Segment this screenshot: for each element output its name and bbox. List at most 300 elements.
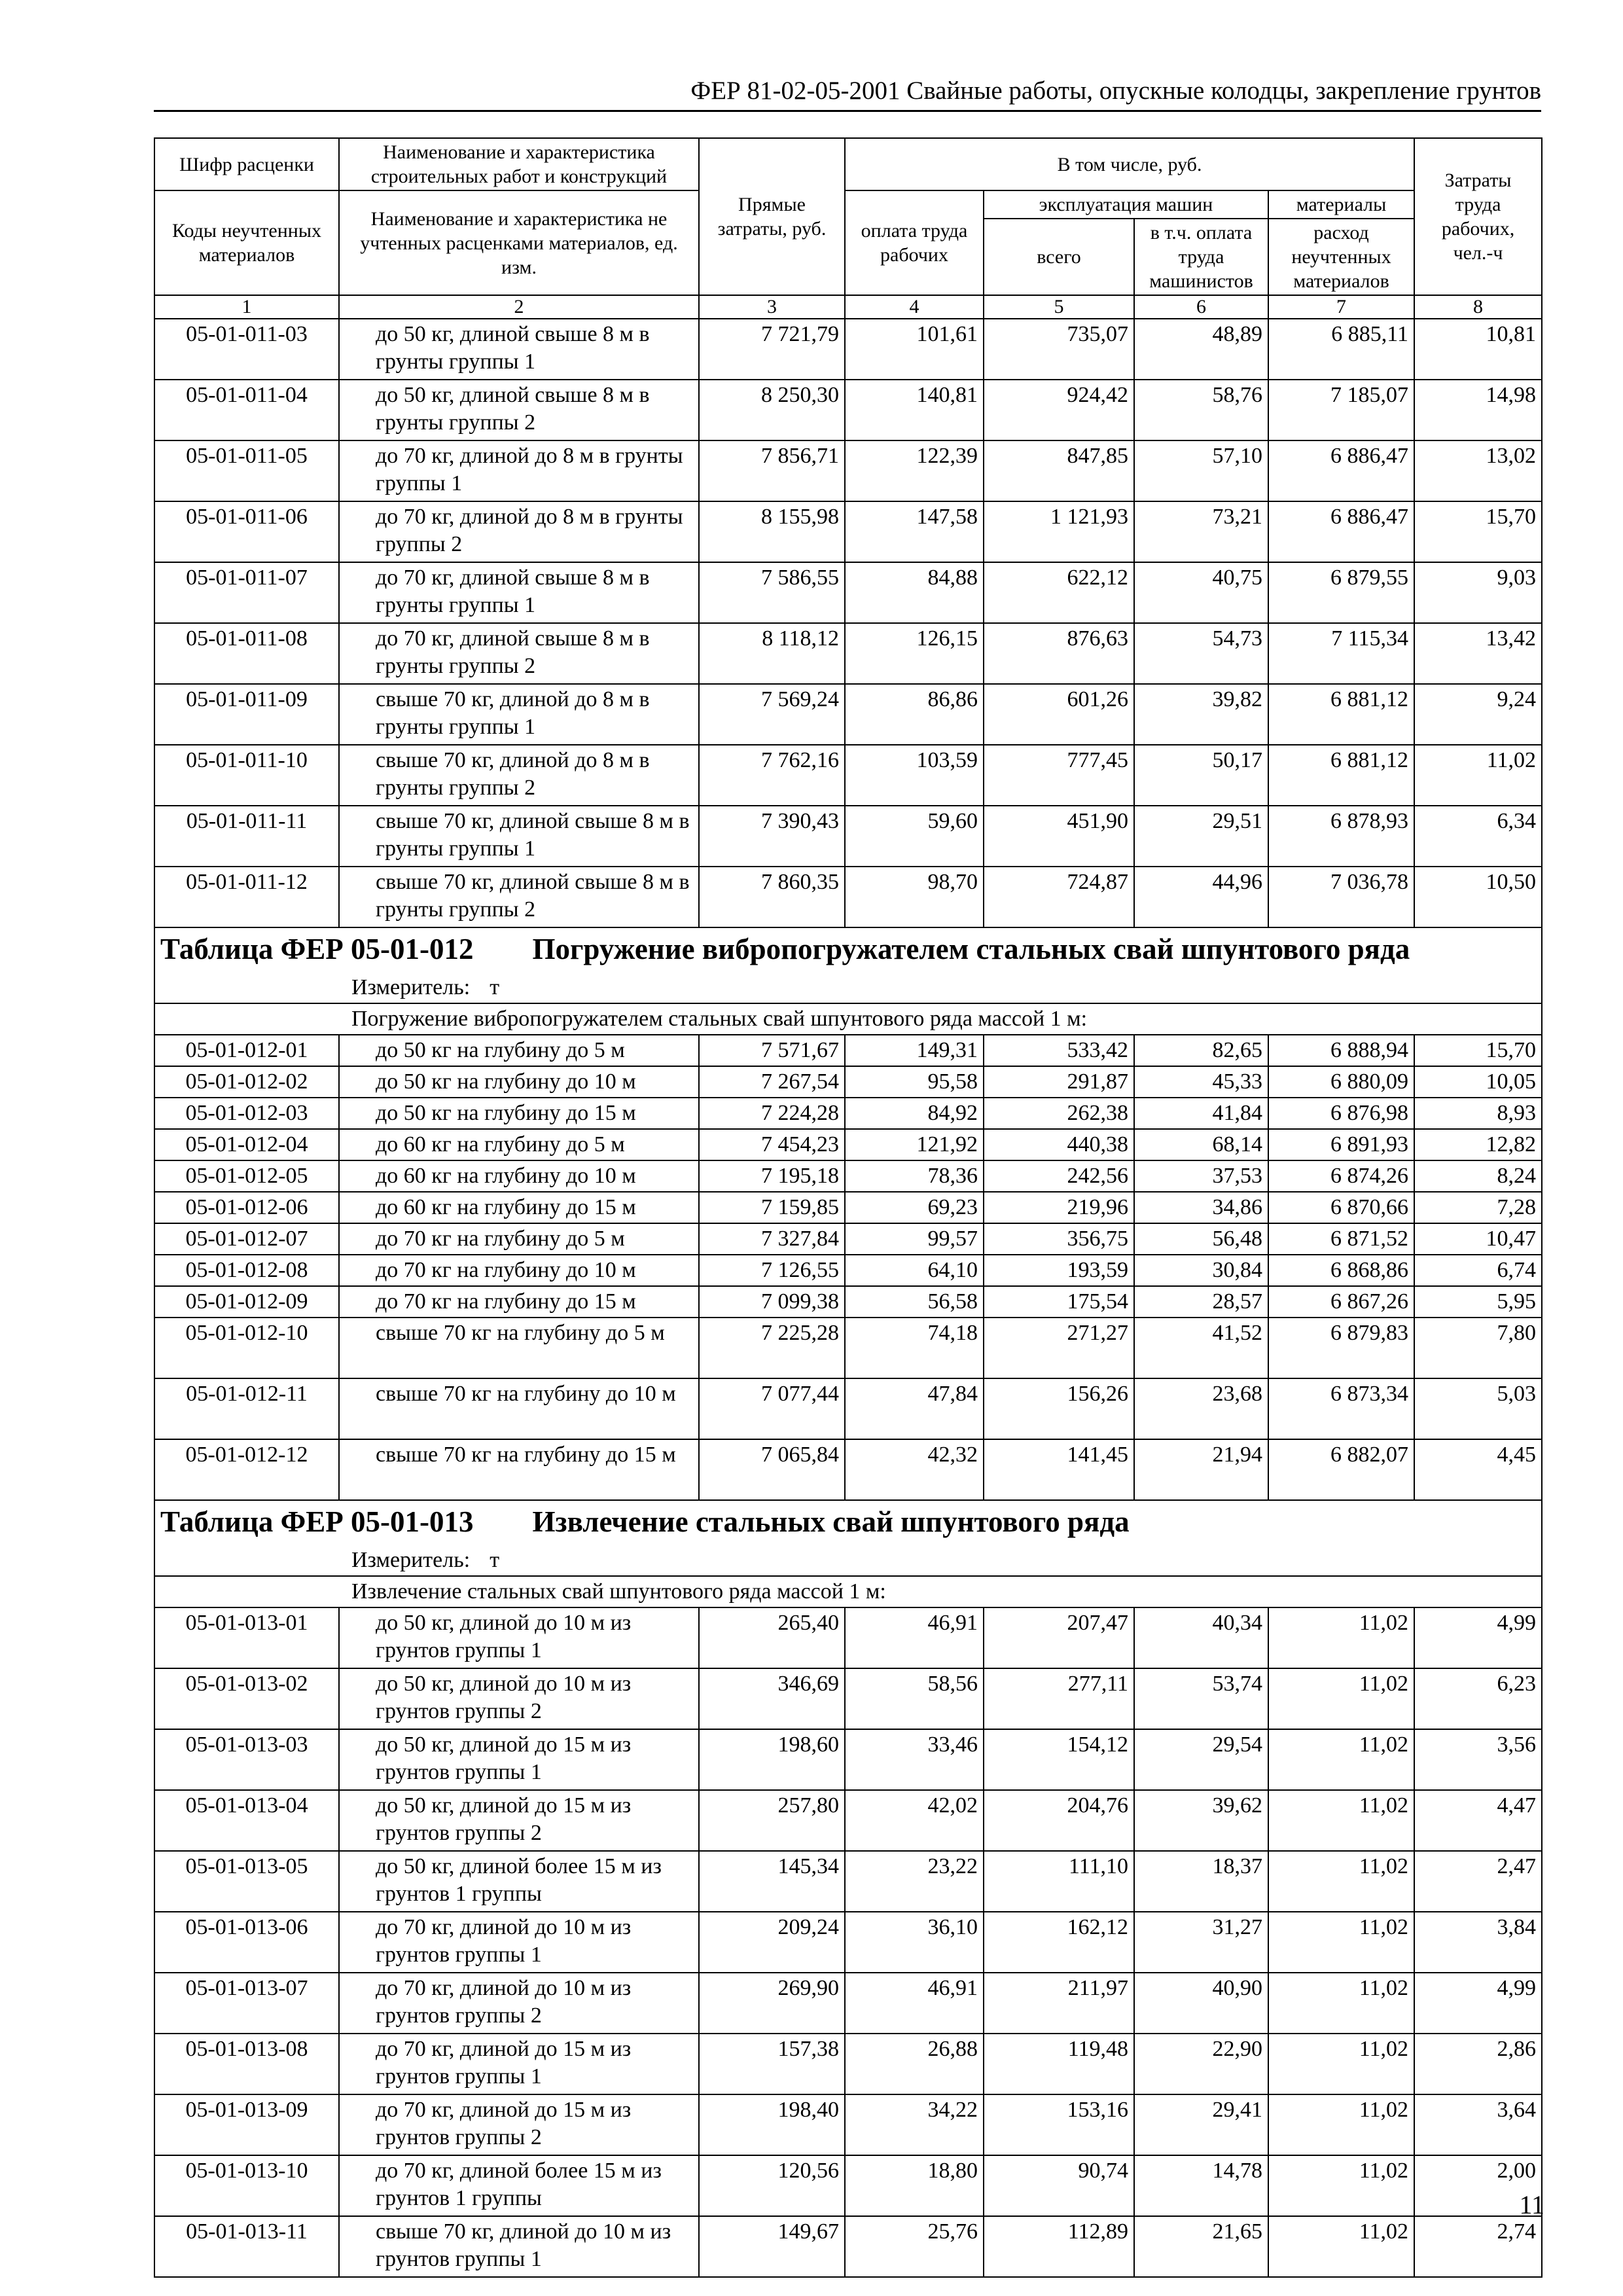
machines-cost: 156,26 <box>984 1378 1134 1439</box>
table-row <box>154 806 1542 867</box>
wages-cost: 69,23 <box>845 1192 984 1223</box>
labor-hours: 13,42 <box>1414 623 1542 684</box>
rate-code: 05-01-013-04 <box>154 1790 339 1851</box>
work-name: до 70 кг, длиной свыше 8 м в грунты группы 2 <box>339 623 699 684</box>
machinists-cost: 31,27 <box>1134 1912 1268 1973</box>
wages-cost: 149,31 <box>845 1035 984 1066</box>
machines-cost: 735,07 <box>984 319 1134 380</box>
wages-cost: 95,58 <box>845 1066 984 1098</box>
machinists-cost: 58,76 <box>1134 380 1268 440</box>
materials-cost: 6 886,47 <box>1268 440 1414 501</box>
machines-cost: 291,87 <box>984 1066 1134 1098</box>
materials-cost: 11,02 <box>1268 1729 1414 1790</box>
wages-cost: 18,80 <box>845 2155 984 2216</box>
materials-cost: 11,02 <box>1268 1912 1414 1973</box>
machinists-cost: 40,34 <box>1134 1607 1268 1668</box>
machinists-cost: 41,52 <box>1134 1318 1268 1378</box>
table-row <box>154 1912 1542 1973</box>
labor-hours: 10,05 <box>1414 1066 1542 1098</box>
materials-cost: 6 882,07 <box>1268 1439 1414 1500</box>
rate-code: 05-01-013-07 <box>154 1973 339 2034</box>
work-name: свыше 70 кг, длиной свыше 8 м в грунты группы 2 <box>339 867 699 927</box>
wages-cost: 86,86 <box>845 684 984 745</box>
materials-cost: 6 871,52 <box>1268 1223 1414 1255</box>
table-row <box>154 1098 1542 1129</box>
table-row <box>154 1129 1542 1160</box>
direct-cost: 149,67 <box>699 2216 845 2277</box>
machinists-cost: 53,74 <box>1134 1668 1268 1729</box>
header-name-unaccounted: Наименование и характеристика не учтенных расценками материалов, ед. изм. <box>339 190 699 295</box>
running-header: ФЕР 81-02-05-2001 Свайные работы, опускные колодцы, закрепление грунтов <box>154 72 1541 112</box>
labor-hours: 5,03 <box>1414 1378 1542 1439</box>
materials-cost: 11,02 <box>1268 1790 1414 1851</box>
materials-cost: 11,02 <box>1268 2034 1414 2094</box>
direct-cost: 198,60 <box>699 1729 845 1790</box>
machines-cost: 211,97 <box>984 1973 1134 2034</box>
rate-code: 05-01-012-10 <box>154 1318 339 1378</box>
labor-hours: 2,47 <box>1414 1851 1542 1912</box>
machines-cost: 724,87 <box>984 867 1134 927</box>
direct-cost: 7 762,16 <box>699 745 845 806</box>
table-row <box>154 745 1542 806</box>
direct-cost: 265,40 <box>699 1607 845 1668</box>
table-row <box>154 1668 1542 1729</box>
work-name: свыше 70 кг на глубину до 10 м <box>339 1378 699 1439</box>
price-table <box>154 137 1543 2278</box>
col-number: 5 <box>984 295 1134 319</box>
section-number: Таблица ФЕР 05-01-013 <box>160 1505 474 1538</box>
unit-row <box>154 1545 1542 1576</box>
machines-cost: 271,27 <box>984 1318 1134 1378</box>
machinists-cost: 28,57 <box>1134 1286 1268 1318</box>
direct-cost: 7 721,79 <box>699 319 845 380</box>
table-row <box>154 562 1542 623</box>
direct-cost: 7 327,84 <box>699 1223 845 1255</box>
work-name: до 70 кг, длиной более 15 м из грунтов 1 группы <box>339 2155 699 2216</box>
machinists-cost: 29,51 <box>1134 806 1268 867</box>
machines-cost: 90,74 <box>984 2155 1134 2216</box>
wages-cost: 34,22 <box>845 2094 984 2155</box>
machines-cost: 451,90 <box>984 806 1134 867</box>
materials-cost: 11,02 <box>1268 2094 1414 2155</box>
machinists-cost: 40,75 <box>1134 562 1268 623</box>
direct-cost: 346,69 <box>699 1668 845 1729</box>
rate-code: 05-01-013-11 <box>154 2216 339 2277</box>
labor-hours: 9,03 <box>1414 562 1542 623</box>
labor-hours: 10,81 <box>1414 319 1542 380</box>
rate-code: 05-01-012-03 <box>154 1098 339 1129</box>
machinists-cost: 21,94 <box>1134 1439 1268 1500</box>
work-name: до 50 кг, длиной до 10 м из грунтов группы 1 <box>339 1607 699 1668</box>
wages-cost: 122,39 <box>845 440 984 501</box>
section-title-row <box>154 927 1542 973</box>
rate-code: 05-01-011-03 <box>154 319 339 380</box>
wages-cost: 42,32 <box>845 1439 984 1500</box>
rate-code: 05-01-012-11 <box>154 1378 339 1439</box>
machines-cost: 141,45 <box>984 1439 1134 1500</box>
materials-cost: 6 867,26 <box>1268 1286 1414 1318</box>
section-name: Погружение вибропогружателем стальных свай шпунтового ряда <box>532 933 1410 965</box>
machinists-cost: 57,10 <box>1134 440 1268 501</box>
machinists-cost: 39,82 <box>1134 684 1268 745</box>
unit-value: т <box>490 1548 500 1572</box>
table-row <box>154 1255 1542 1286</box>
rate-code: 05-01-013-08 <box>154 2034 339 2094</box>
materials-cost: 7 185,07 <box>1268 380 1414 440</box>
machines-cost: 356,75 <box>984 1223 1134 1255</box>
header-machines: эксплуатация машин <box>984 190 1268 219</box>
direct-cost: 7 126,55 <box>699 1255 845 1286</box>
labor-hours: 2,00 <box>1414 2155 1542 2216</box>
materials-cost: 6 870,66 <box>1268 1192 1414 1223</box>
column-numbers-row <box>154 295 1542 319</box>
work-name: до 70 кг, длиной до 15 м из грунтов группы 1 <box>339 2034 699 2094</box>
section-name: Извлечение стальных свай шпунтового ряда <box>532 1505 1130 1538</box>
table-row <box>154 1729 1542 1790</box>
work-name: до 70 кг, длиной до 8 м в грунты группы 1 <box>339 440 699 501</box>
wages-cost: 46,91 <box>845 1973 984 2034</box>
materials-cost: 6 878,93 <box>1268 806 1414 867</box>
labor-hours: 15,70 <box>1414 501 1542 562</box>
machinists-cost: 14,78 <box>1134 2155 1268 2216</box>
labor-hours: 6,34 <box>1414 806 1542 867</box>
direct-cost: 209,24 <box>699 1912 845 1973</box>
machines-cost: 622,12 <box>984 562 1134 623</box>
work-name: свыше 70 кг, длиной свыше 8 м в грунты группы 1 <box>339 806 699 867</box>
wages-cost: 74,18 <box>845 1318 984 1378</box>
header-machines-total: всего <box>984 219 1134 295</box>
direct-cost: 7 077,44 <box>699 1378 845 1439</box>
unit-label: Измеритель: <box>351 975 471 999</box>
rate-code: 05-01-011-09 <box>154 684 339 745</box>
labor-hours: 3,56 <box>1414 1729 1542 1790</box>
table-row <box>154 1439 1542 1500</box>
work-name: свыше 70 кг, длиной до 8 м в грунты группы 1 <box>339 684 699 745</box>
table-row <box>154 440 1542 501</box>
rate-code: 05-01-013-10 <box>154 2155 339 2216</box>
wages-cost: 25,76 <box>845 2216 984 2277</box>
machines-cost: 112,89 <box>984 2216 1134 2277</box>
materials-cost: 6 885,11 <box>1268 319 1414 380</box>
direct-cost: 7 586,55 <box>699 562 845 623</box>
rate-code: 05-01-011-05 <box>154 440 339 501</box>
wages-cost: 46,91 <box>845 1607 984 1668</box>
machines-cost: 219,96 <box>984 1192 1134 1223</box>
machines-cost: 175,54 <box>984 1286 1134 1318</box>
direct-cost: 7 856,71 <box>699 440 845 501</box>
machinists-cost: 21,65 <box>1134 2216 1268 2277</box>
direct-cost: 7 224,28 <box>699 1098 845 1129</box>
machines-cost: 162,12 <box>984 1912 1134 1973</box>
work-name: свыше 70 кг, длиной до 8 м в грунты группы 2 <box>339 745 699 806</box>
machinists-cost: 44,96 <box>1134 867 1268 927</box>
direct-cost: 157,38 <box>699 2034 845 2094</box>
machines-cost: 277,11 <box>984 1668 1134 1729</box>
direct-cost: 7 454,23 <box>699 1129 845 1160</box>
materials-cost: 6 873,34 <box>1268 1378 1414 1439</box>
rate-code: 05-01-013-05 <box>154 1851 339 1912</box>
work-name: до 50 кг, длиной до 10 м из грунтов группы 2 <box>339 1668 699 1729</box>
work-name: свыше 70 кг на глубину до 15 м <box>339 1439 699 1500</box>
rate-code: 05-01-012-01 <box>154 1035 339 1066</box>
table-row <box>154 2216 1542 2277</box>
materials-cost: 6 881,12 <box>1268 684 1414 745</box>
machinists-cost: 48,89 <box>1134 319 1268 380</box>
work-name: до 70 кг на глубину до 15 м <box>339 1286 699 1318</box>
unit-value: т <box>490 975 500 999</box>
labor-hours: 6,74 <box>1414 1255 1542 1286</box>
machines-cost: 847,85 <box>984 440 1134 501</box>
header-wages: оплата труда рабочих <box>845 190 984 295</box>
wages-cost: 36,10 <box>845 1912 984 1973</box>
work-name: до 50 кг, длиной свыше 8 м в грунты группы 2 <box>339 380 699 440</box>
table-row <box>154 1286 1542 1318</box>
machinists-cost: 68,14 <box>1134 1129 1268 1160</box>
section-title <box>154 1500 1542 1545</box>
direct-cost: 7 225,28 <box>699 1318 845 1378</box>
table-row <box>154 1160 1542 1192</box>
table-row <box>154 1973 1542 2034</box>
labor-hours: 13,02 <box>1414 440 1542 501</box>
work-name: до 70 кг на глубину до 10 м <box>339 1255 699 1286</box>
table-row <box>154 2094 1542 2155</box>
materials-cost: 6 868,86 <box>1268 1255 1414 1286</box>
machines-cost: 601,26 <box>984 684 1134 745</box>
machines-cost: 876,63 <box>984 623 1134 684</box>
unit-label: Измеритель: <box>351 1548 471 1572</box>
labor-hours: 10,47 <box>1414 1223 1542 1255</box>
labor-hours: 4,99 <box>1414 1607 1542 1668</box>
work-name: до 50 кг на глубину до 15 м <box>339 1098 699 1129</box>
direct-cost: 7 860,35 <box>699 867 845 927</box>
work-name: до 60 кг на глубину до 15 м <box>339 1192 699 1223</box>
section-subtitle: Погружение вибропогружателем стальных свай шпунтового ряда массой 1 м: <box>154 1003 1542 1035</box>
col-number: 4 <box>845 295 984 319</box>
col-number: 1 <box>154 295 339 319</box>
rate-code: 05-01-011-04 <box>154 380 339 440</box>
machinists-cost: 73,21 <box>1134 501 1268 562</box>
unit-cell <box>154 1545 1542 1576</box>
machinists-cost: 45,33 <box>1134 1066 1268 1098</box>
labor-hours: 14,98 <box>1414 380 1542 440</box>
rate-code: 05-01-012-09 <box>154 1286 339 1318</box>
work-name: до 70 кг на глубину до 5 м <box>339 1223 699 1255</box>
col-number: 2 <box>339 295 699 319</box>
labor-hours: 3,64 <box>1414 2094 1542 2155</box>
wages-cost: 99,57 <box>845 1223 984 1255</box>
materials-cost: 6 891,93 <box>1268 1129 1414 1160</box>
rate-code: 05-01-013-06 <box>154 1912 339 1973</box>
wages-cost: 98,70 <box>845 867 984 927</box>
rate-code: 05-01-012-06 <box>154 1192 339 1223</box>
labor-hours: 8,93 <box>1414 1098 1542 1129</box>
work-name: до 50 кг на глубину до 10 м <box>339 1066 699 1098</box>
table-row <box>154 319 1542 380</box>
work-name: до 50 кг, длиной до 15 м из грунтов группы 2 <box>339 1790 699 1851</box>
machines-cost: 262,38 <box>984 1098 1134 1129</box>
machines-cost: 154,12 <box>984 1729 1134 1790</box>
header-code: Шифр расценки <box>154 138 339 190</box>
materials-cost: 7 115,34 <box>1268 623 1414 684</box>
table-row <box>154 623 1542 684</box>
machinists-cost: 30,84 <box>1134 1255 1268 1286</box>
table-row <box>154 501 1542 562</box>
machinists-cost: 56,48 <box>1134 1223 1268 1255</box>
col-number: 6 <box>1134 295 1268 319</box>
machinists-cost: 22,90 <box>1134 2034 1268 2094</box>
section-subtitle: Извлечение стальных свай шпунтового ряда массой 1 м: <box>154 1576 1542 1607</box>
materials-cost: 6 879,83 <box>1268 1318 1414 1378</box>
machines-cost: 533,42 <box>984 1035 1134 1066</box>
direct-cost: 8 155,98 <box>699 501 845 562</box>
labor-hours: 12,82 <box>1414 1129 1542 1160</box>
table-row <box>154 1790 1542 1851</box>
wages-cost: 84,88 <box>845 562 984 623</box>
table-row <box>154 380 1542 440</box>
wages-cost: 147,58 <box>845 501 984 562</box>
direct-cost: 7 571,67 <box>699 1035 845 1066</box>
rate-code: 05-01-011-12 <box>154 867 339 927</box>
wages-cost: 140,81 <box>845 380 984 440</box>
machinists-cost: 40,90 <box>1134 1973 1268 2034</box>
labor-hours: 4,45 <box>1414 1439 1542 1500</box>
rate-code: 05-01-013-02 <box>154 1668 339 1729</box>
machines-cost: 204,76 <box>984 1790 1134 1851</box>
machines-cost: 111,10 <box>984 1851 1134 1912</box>
header-direct: Прямые затраты, руб. <box>699 138 845 295</box>
subtitle-row <box>154 1003 1542 1035</box>
labor-hours: 7,80 <box>1414 1318 1542 1378</box>
machinists-cost: 29,41 <box>1134 2094 1268 2155</box>
wages-cost: 42,02 <box>845 1790 984 1851</box>
direct-cost: 8 118,12 <box>699 623 845 684</box>
table-row <box>154 1607 1542 1668</box>
col-number: 7 <box>1268 295 1414 319</box>
header-including: В том числе, руб. <box>845 138 1414 190</box>
wages-cost: 103,59 <box>845 745 984 806</box>
materials-cost: 11,02 <box>1268 2216 1414 2277</box>
direct-cost: 145,34 <box>699 1851 845 1912</box>
rate-code: 05-01-013-09 <box>154 2094 339 2155</box>
table-row <box>154 1318 1542 1378</box>
table-row <box>154 2034 1542 2094</box>
direct-cost: 7 569,24 <box>699 684 845 745</box>
rate-code: 05-01-011-06 <box>154 501 339 562</box>
work-name: свыше 70 кг на глубину до 5 м <box>339 1318 699 1378</box>
header-name: Наименование и характеристика строительных работ и конструкций <box>339 138 699 190</box>
materials-cost: 11,02 <box>1268 1668 1414 1729</box>
labor-hours: 7,28 <box>1414 1192 1542 1223</box>
materials-cost: 6 888,94 <box>1268 1035 1414 1066</box>
labor-hours: 4,99 <box>1414 1973 1542 2034</box>
direct-cost: 269,90 <box>699 1973 845 2034</box>
table-row <box>154 1378 1542 1439</box>
wages-cost: 64,10 <box>845 1255 984 1286</box>
header-materials-usage: расход неучтенных материалов <box>1268 219 1414 295</box>
labor-hours: 2,86 <box>1414 2034 1542 2094</box>
machines-cost: 924,42 <box>984 380 1134 440</box>
labor-hours: 9,24 <box>1414 684 1542 745</box>
unit-row <box>154 973 1542 1003</box>
table-row <box>154 2155 1542 2216</box>
machines-cost: 777,45 <box>984 745 1134 806</box>
direct-cost: 7 065,84 <box>699 1439 845 1500</box>
materials-cost: 6 876,98 <box>1268 1098 1414 1129</box>
work-name: до 70 кг, длиной свыше 8 м в грунты группы 1 <box>339 562 699 623</box>
rate-code: 05-01-011-10 <box>154 745 339 806</box>
page-number: 11 <box>1519 2190 1544 2219</box>
wages-cost: 59,60 <box>845 806 984 867</box>
materials-cost: 6 879,55 <box>1268 562 1414 623</box>
wages-cost: 126,15 <box>845 623 984 684</box>
machines-cost: 119,48 <box>984 2034 1134 2094</box>
direct-cost: 7 159,85 <box>699 1192 845 1223</box>
rate-code: 05-01-012-08 <box>154 1255 339 1286</box>
wages-cost: 26,88 <box>845 2034 984 2094</box>
table-row <box>154 684 1542 745</box>
machinists-cost: 23,68 <box>1134 1378 1268 1439</box>
materials-cost: 6 886,47 <box>1268 501 1414 562</box>
machinists-cost: 50,17 <box>1134 745 1268 806</box>
unit-cell <box>154 973 1542 1003</box>
machinists-cost: 41,84 <box>1134 1098 1268 1129</box>
work-name: до 50 кг, длиной до 15 м из грунтов группы 1 <box>339 1729 699 1790</box>
wages-cost: 101,61 <box>845 319 984 380</box>
header-row-1 <box>154 138 1542 190</box>
work-name: до 50 кг, длиной свыше 8 м в грунты группы 1 <box>339 319 699 380</box>
direct-cost: 7 390,43 <box>699 806 845 867</box>
direct-cost: 120,56 <box>699 2155 845 2216</box>
table-row <box>154 867 1542 927</box>
labor-hours: 15,70 <box>1414 1035 1542 1066</box>
section-title <box>154 927 1542 973</box>
labor-hours: 5,95 <box>1414 1286 1542 1318</box>
work-name: до 60 кг на глубину до 5 м <box>339 1129 699 1160</box>
work-name: до 70 кг, длиной до 15 м из грунтов группы 2 <box>339 2094 699 2155</box>
section-title-row <box>154 1500 1542 1545</box>
materials-cost: 6 874,26 <box>1268 1160 1414 1192</box>
materials-cost: 11,02 <box>1268 1607 1414 1668</box>
labor-hours: 11,02 <box>1414 745 1542 806</box>
machines-cost: 193,59 <box>984 1255 1134 1286</box>
wages-cost: 78,36 <box>845 1160 984 1192</box>
wages-cost: 58,56 <box>845 1668 984 1729</box>
rate-code: 05-01-012-04 <box>154 1129 339 1160</box>
table-row <box>154 1066 1542 1098</box>
machinists-cost: 34,86 <box>1134 1192 1268 1223</box>
labor-hours: 4,47 <box>1414 1790 1542 1851</box>
col-number: 3 <box>699 295 845 319</box>
header-machinists: в т.ч. оплата труда машинистов <box>1134 219 1268 295</box>
wages-cost: 23,22 <box>845 1851 984 1912</box>
machinists-cost: 82,65 <box>1134 1035 1268 1066</box>
wages-cost: 56,58 <box>845 1286 984 1318</box>
labor-hours: 10,50 <box>1414 867 1542 927</box>
rate-code: 05-01-013-01 <box>154 1607 339 1668</box>
work-name: до 70 кг, длиной до 8 м в грунты группы 2 <box>339 501 699 562</box>
table-row <box>154 1223 1542 1255</box>
work-name: до 50 кг, длиной более 15 м из грунтов 1 группы <box>339 1851 699 1912</box>
machines-cost: 440,38 <box>984 1129 1134 1160</box>
materials-cost: 11,02 <box>1268 1973 1414 2034</box>
direct-cost: 8 250,30 <box>699 380 845 440</box>
header-row-2 <box>154 190 1542 219</box>
labor-hours: 8,24 <box>1414 1160 1542 1192</box>
machinists-cost: 18,37 <box>1134 1851 1268 1912</box>
machinists-cost: 54,73 <box>1134 623 1268 684</box>
machinists-cost: 29,54 <box>1134 1729 1268 1790</box>
rate-code: 05-01-011-08 <box>154 623 339 684</box>
